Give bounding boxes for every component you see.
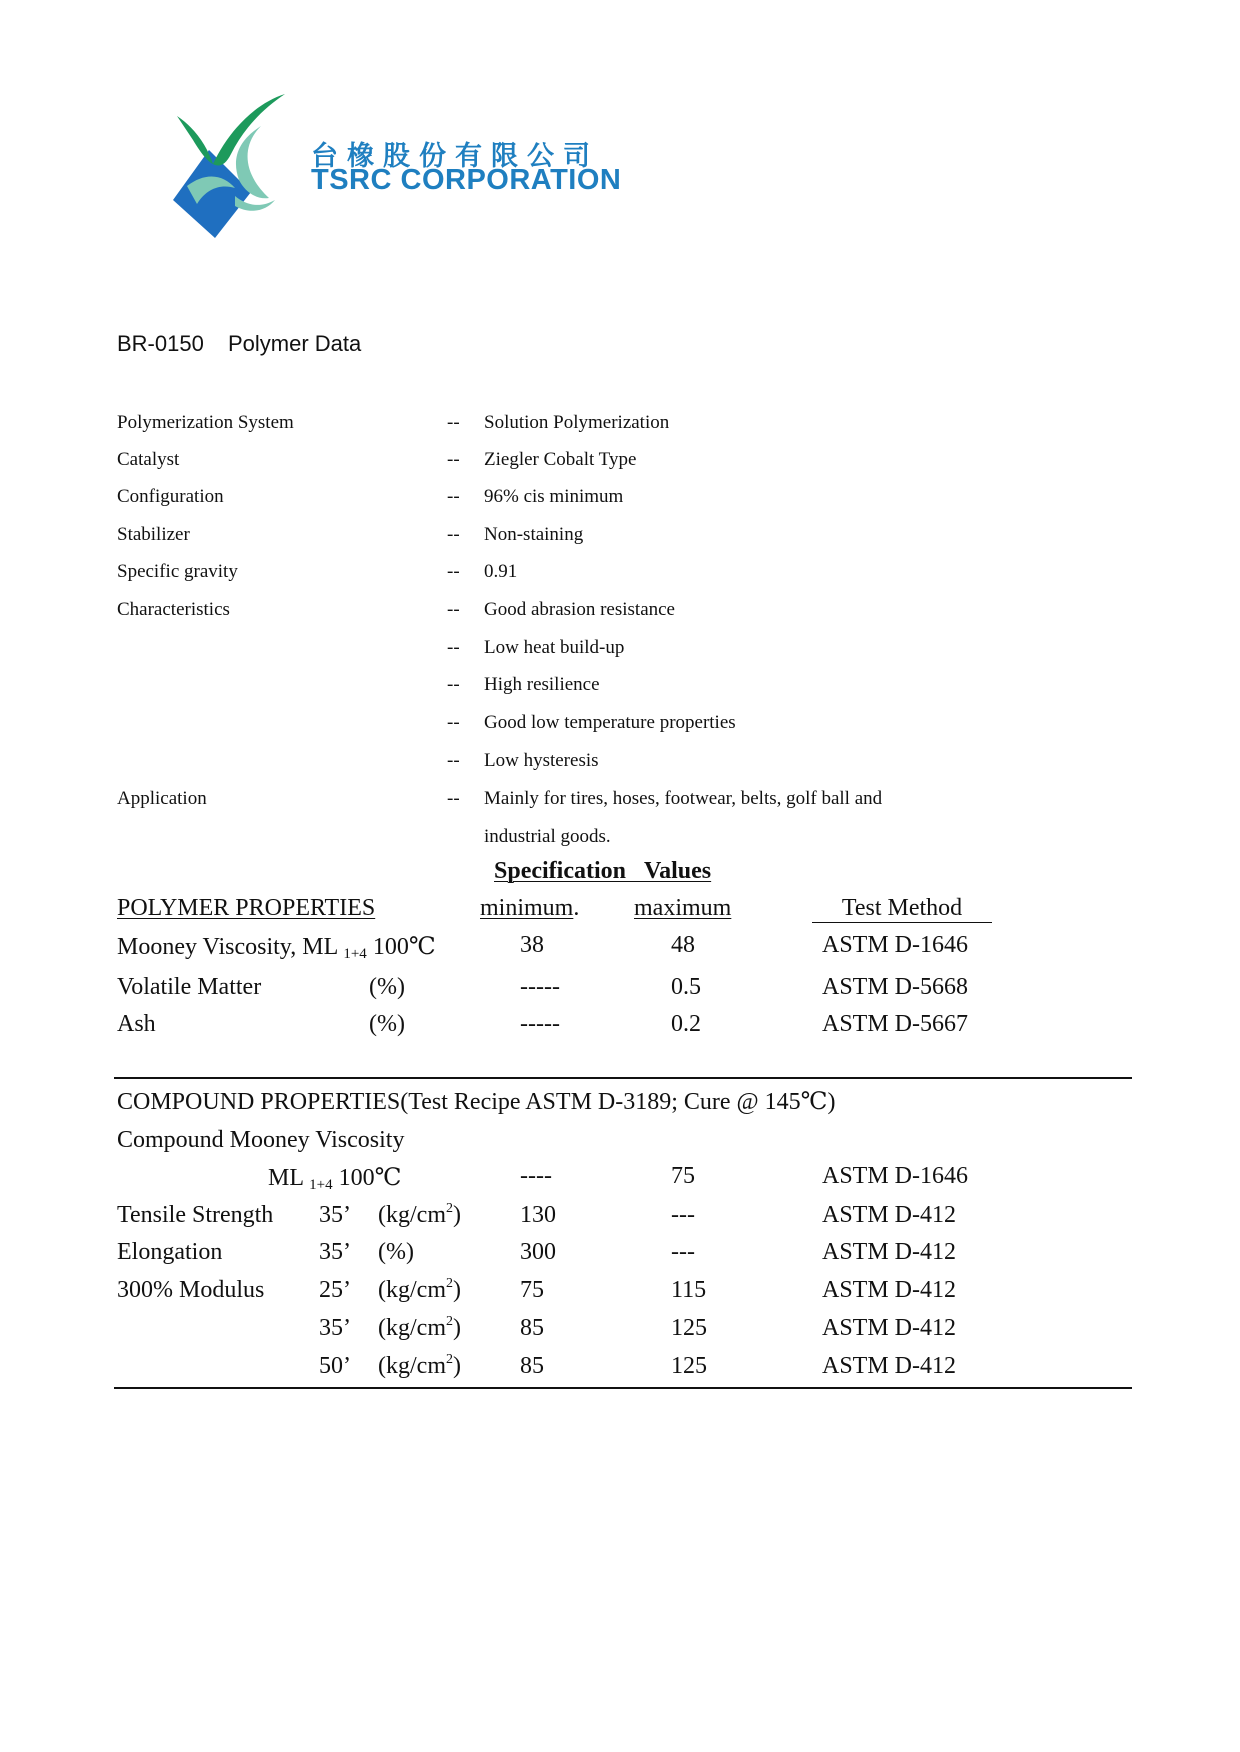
- info-label: Polymerization System: [117, 412, 294, 433]
- volatile-label: Volatile Matter: [117, 974, 262, 1000]
- elongation-label: Elongation: [117, 1239, 223, 1265]
- kg-unit: (kg/cm: [378, 1315, 446, 1341]
- modulus-label: 300% Modulus: [117, 1277, 265, 1303]
- kg-unit: (kg/cm: [378, 1277, 446, 1303]
- modulus-max: 115: [671, 1277, 707, 1303]
- ash-label: Ash: [117, 1011, 156, 1037]
- kg-sup: 2: [445, 1276, 453, 1291]
- cmv-temp: 100℃: [338, 1165, 402, 1191]
- cmv-test: ASTM D-1646: [822, 1163, 969, 1189]
- tensile-test: ASTM D-412: [822, 1202, 957, 1228]
- info-value: Mainly for tires, hoses, footwear, belts, golf ball and: [484, 788, 883, 809]
- mooney-temp: 100℃: [372, 934, 436, 960]
- kg-sup: 2: [445, 1201, 453, 1216]
- info-value-continued: industrial goods.: [484, 826, 611, 847]
- logo-green-swoosh: [177, 94, 285, 165]
- tensile-time: 35’: [319, 1202, 351, 1228]
- elongation-unit: (%): [378, 1239, 414, 1265]
- info-value: 0.91: [484, 561, 518, 582]
- info-sep: --: [447, 486, 460, 507]
- info-sep: --: [447, 412, 460, 433]
- compound-mooney-ml: [268, 1163, 401, 1192]
- info-value: Low hysteresis: [484, 750, 599, 771]
- mooney-text: Mooney Viscosity, ML: [117, 934, 338, 960]
- col-min-label: minimum: [480, 895, 574, 921]
- kg-close: ): [452, 1315, 461, 1341]
- info-sep: --: [447, 712, 460, 733]
- modulus-test: ASTM D-412: [822, 1277, 957, 1303]
- spec-heading-b: Values: [644, 858, 712, 884]
- mooney-label: [117, 932, 436, 961]
- info-sep: --: [447, 674, 460, 695]
- kg-sup: 2: [445, 1314, 453, 1329]
- tensile-unit: [378, 1202, 461, 1229]
- info-label: Catalyst: [117, 449, 180, 470]
- modulus-time: 25’: [319, 1277, 351, 1303]
- info-label: Application: [117, 788, 207, 809]
- info-value: Good abrasion resistance: [484, 599, 675, 620]
- spec-heading-gap: [626, 858, 644, 884]
- bottom-divider: [114, 1387, 1132, 1389]
- kg-unit: (kg/cm: [378, 1202, 446, 1228]
- info-label: Specific gravity: [117, 561, 238, 582]
- info-value: Low heat build-up: [484, 637, 625, 658]
- modulus-50-test: ASTM D-412: [822, 1353, 957, 1379]
- modulus-50-time: 50’: [319, 1353, 351, 1379]
- volatile-max: 0.5: [671, 974, 701, 1000]
- info-sep: --: [447, 637, 460, 658]
- tensile-label: Tensile Strength: [117, 1202, 274, 1228]
- mooney-sub: 1+4: [343, 946, 367, 962]
- ash-min: -----: [520, 1011, 560, 1037]
- info-value: 96% cis minimum: [484, 486, 624, 507]
- kg-close: ): [452, 1353, 461, 1379]
- doc-code: BR-0150: [117, 331, 204, 356]
- mooney-min: 38: [520, 932, 544, 958]
- modulus-50-unit: [378, 1353, 461, 1380]
- cmv-sub: 1+4: [309, 1177, 333, 1193]
- compound-mooney-label: Compound Mooney Viscosity: [117, 1127, 405, 1153]
- col-test-label: Test Method: [841, 895, 963, 921]
- mooney-max: 48: [671, 932, 695, 958]
- polymer-properties-header: POLYMER PROPERTIES: [117, 895, 376, 921]
- info-value: Ziegler Cobalt Type: [484, 449, 637, 470]
- info-value: High resilience: [484, 674, 600, 695]
- cmv-max: 75: [671, 1163, 695, 1189]
- modulus-unit: [378, 1277, 461, 1304]
- info-value: Solution Polymerization: [484, 412, 670, 433]
- logo-english-name: TSRC CORPORATION: [311, 164, 622, 196]
- elongation-max: ---: [671, 1239, 695, 1265]
- modulus-50-min: 85: [520, 1353, 544, 1379]
- col-max-header: maximum: [634, 895, 732, 921]
- info-value: Non-staining: [484, 524, 584, 545]
- col-min-header: [480, 895, 579, 922]
- info-value: Good low temperature properties: [484, 712, 736, 733]
- kg-unit: (kg/cm: [378, 1353, 446, 1379]
- company-logo: [165, 88, 305, 238]
- ash-test: ASTM D-5667: [822, 1011, 969, 1037]
- kg-sup: 2: [445, 1352, 453, 1367]
- volatile-min: -----: [520, 974, 560, 1000]
- kg-close: ): [452, 1277, 461, 1303]
- section-divider: [114, 1077, 1132, 1079]
- ash-unit: (%): [369, 1011, 405, 1037]
- info-sep: --: [447, 561, 460, 582]
- doc-title: Polymer Data: [228, 331, 362, 356]
- tensile-max: ---: [671, 1202, 695, 1228]
- elongation-test: ASTM D-412: [822, 1239, 957, 1265]
- col-min-dot: .: [573, 895, 580, 921]
- modulus-35-test: ASTM D-412: [822, 1315, 957, 1341]
- ash-max: 0.2: [671, 1011, 701, 1037]
- kg-close: ): [452, 1202, 461, 1228]
- logo-chinese-name: 台橡股份有限公司: [311, 141, 599, 171]
- info-sep: --: [447, 524, 460, 545]
- modulus-35-unit: [378, 1315, 461, 1342]
- modulus-35-time: 35’: [319, 1315, 351, 1341]
- elongation-min: 300: [520, 1239, 556, 1265]
- cmv-min: ----: [520, 1163, 552, 1189]
- cmv-ml: ML: [268, 1165, 304, 1191]
- spec-heading-a: Specification: [494, 858, 626, 884]
- elongation-time: 35’: [319, 1239, 351, 1265]
- mooney-test: ASTM D-1646: [822, 932, 969, 958]
- modulus-35-max: 125: [671, 1315, 707, 1341]
- volatile-test: ASTM D-5668: [822, 974, 969, 1000]
- volatile-unit: (%): [369, 974, 405, 1000]
- info-label: Stabilizer: [117, 524, 190, 545]
- modulus-min: 75: [520, 1277, 544, 1303]
- tensile-min: 130: [520, 1202, 556, 1228]
- info-sep: --: [447, 599, 460, 620]
- compound-properties-header: COMPOUND PROPERTIES(Test Recipe ASTM D-3189; Cure @ 145℃): [117, 1089, 836, 1115]
- spec-heading: [494, 858, 711, 885]
- col-test-header: [812, 895, 992, 923]
- info-sep: --: [447, 788, 460, 809]
- info-sep: --: [447, 449, 460, 470]
- modulus-50-max: 125: [671, 1353, 707, 1379]
- modulus-35-min: 85: [520, 1315, 544, 1341]
- info-sep: --: [447, 750, 460, 771]
- info-label: Configuration: [117, 486, 224, 507]
- info-label: Characteristics: [117, 599, 230, 620]
